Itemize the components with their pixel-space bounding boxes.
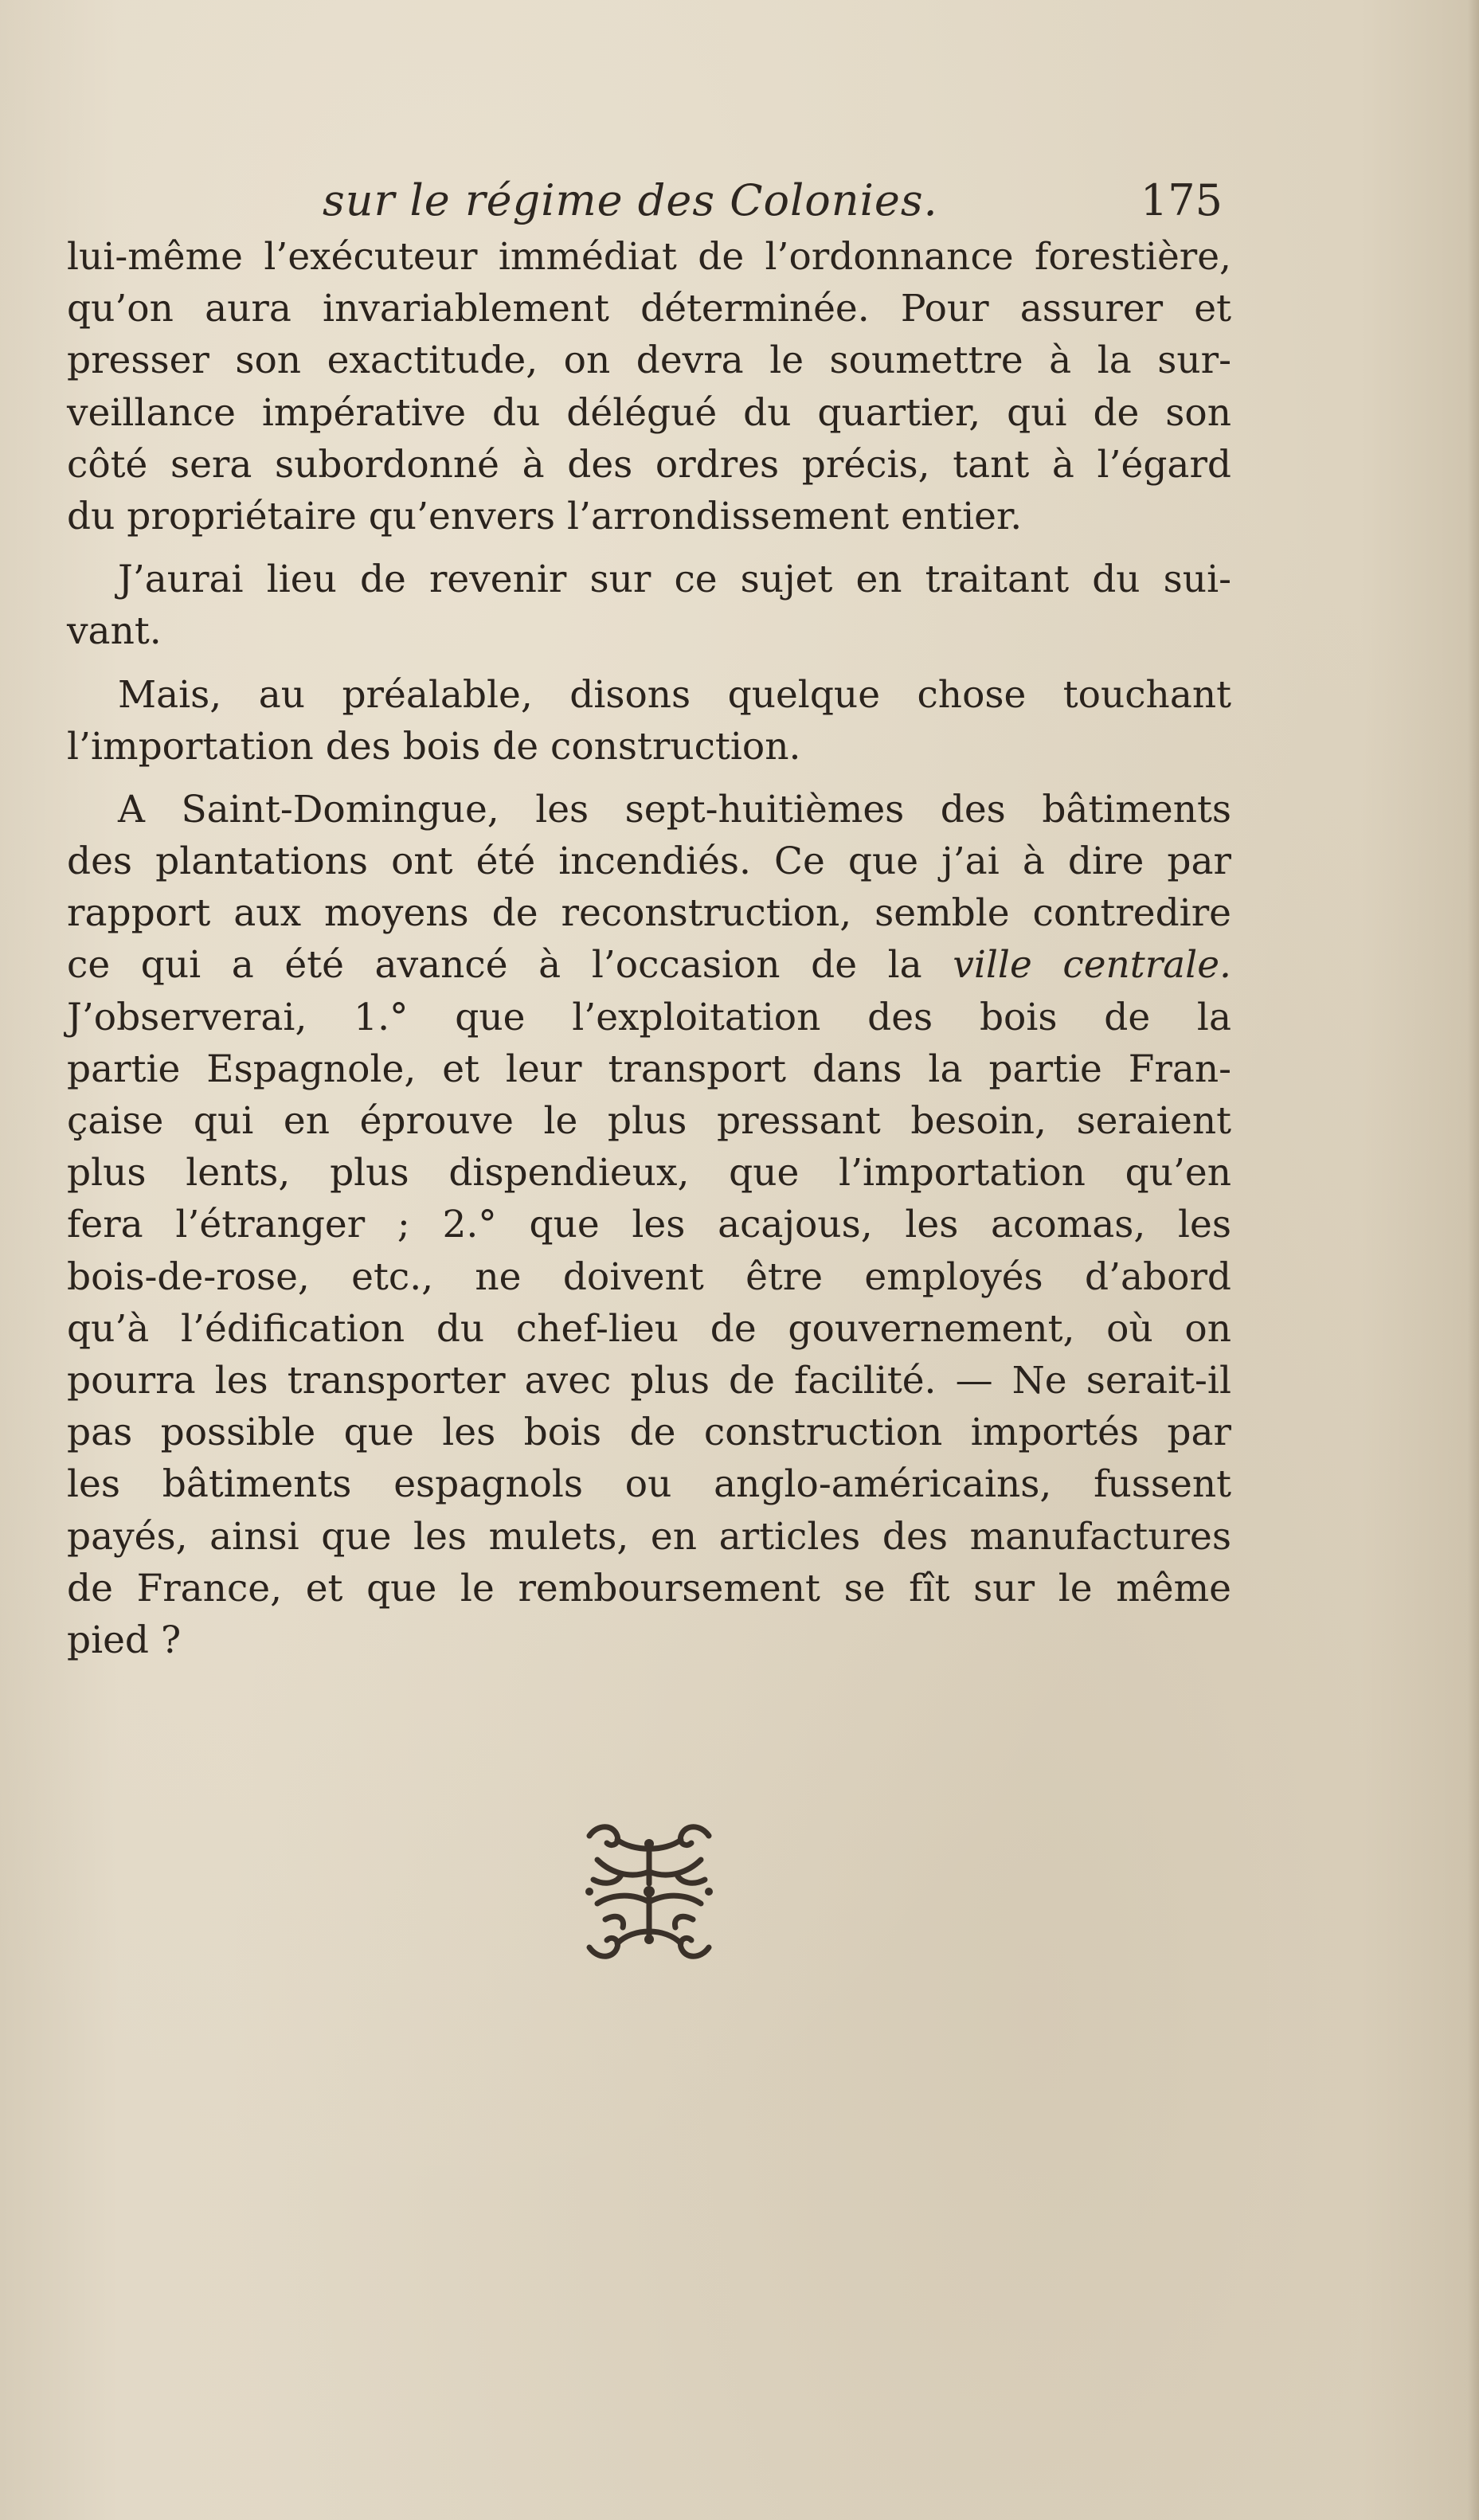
text-line: les bâtiments espagnols ou anglo-américains, fussent <box>67 1462 1231 1507</box>
text-line: lui-même l’exécuteur immédiat de l’ordonnance forestière, <box>67 235 1231 279</box>
text-fragment: ce qui a été avancé à l’occasion de la <box>67 943 922 988</box>
text-line: rapport aux moyens de reconstruction, semble contredire <box>67 891 1231 936</box>
text-line: plus lents, plus dispendieux, que l’importation qu’en <box>67 1151 1231 1195</box>
ornament-scroll <box>589 1938 618 1956</box>
text-line: l’importation des bois de construction. <box>67 724 801 769</box>
text-line: pourra les transporter avec plus de facilité. — Ne serait-il <box>67 1358 1231 1403</box>
text-line: qu’à l’édification du chef-lieu de gouvernement, où on <box>67 1306 1231 1351</box>
text-line: qu’on aura invariablement déterminée. Pour assurer et <box>67 287 1231 331</box>
text-line: pied ? <box>67 1618 182 1662</box>
ornament-scroll <box>593 1875 621 1883</box>
text-line: J’observerai, 1.° que l’exploitation des bois de la <box>67 995 1231 1039</box>
text-line: partie Espagnole, et leur transport dans la partie Fran- <box>67 1047 1231 1091</box>
fleuron-ornament-icon <box>573 1816 725 1967</box>
text-line-with-italic <box>67 939 1231 991</box>
ornament-scroll <box>675 1916 693 1927</box>
page-edge-shadow <box>1468 0 1479 2520</box>
text-line: presser son exactitude, on devra le soumettre à la sur- <box>67 338 1231 383</box>
text-line: vant. <box>67 609 162 654</box>
text-line: de France, et que le remboursement se fît sur le même <box>67 1566 1231 1610</box>
running-title: sur le régime des Colonies. <box>323 175 938 225</box>
body-text <box>67 231 1231 1666</box>
ornament-scroll <box>605 1916 624 1927</box>
text-line: çaise qui en éprouve le plus pressant besoin, seraient <box>67 1099 1231 1143</box>
text-line: pas possible que les bois de construction importés par <box>67 1411 1231 1455</box>
text-line: payés, ainsi que les mulets, en articles des manufactures <box>67 1514 1231 1559</box>
text-line: bois-de-rose, etc., ne doivent être employés d’abord <box>67 1254 1231 1299</box>
ornament-scroll <box>680 1938 709 1956</box>
text-line: veillance impérative du délégué du quartier, qui de son <box>67 390 1231 435</box>
ornament-scroll <box>677 1875 705 1883</box>
text-line: A Saint-Domingue, les sept-huitièmes des bâtiments <box>118 787 1231 832</box>
text-line: J’aurai lieu de revenir sur ce sujet en traitant du sui- <box>118 558 1231 602</box>
italic-emphasis: ville centrale. <box>953 943 1231 988</box>
page-header <box>323 175 1223 231</box>
text-line: fera l’étranger ; 2.° que les acajous, les acomas, les <box>67 1203 1231 1247</box>
ornament-scroll <box>680 1827 709 1845</box>
page-number: 175 <box>1140 175 1223 225</box>
text-line: Mais, au préalable, disons quelque chose touchant <box>118 672 1231 717</box>
ornament-scroll <box>589 1827 618 1845</box>
text-line: du propriétaire qu’envers l’arrondissement entier. <box>67 494 1023 538</box>
text-line: des plantations ont été incendiés. Ce que j’ai à dire par <box>67 839 1231 884</box>
text-line: côté sera subordonné à des ordres précis, tant à l’égard <box>67 442 1231 487</box>
